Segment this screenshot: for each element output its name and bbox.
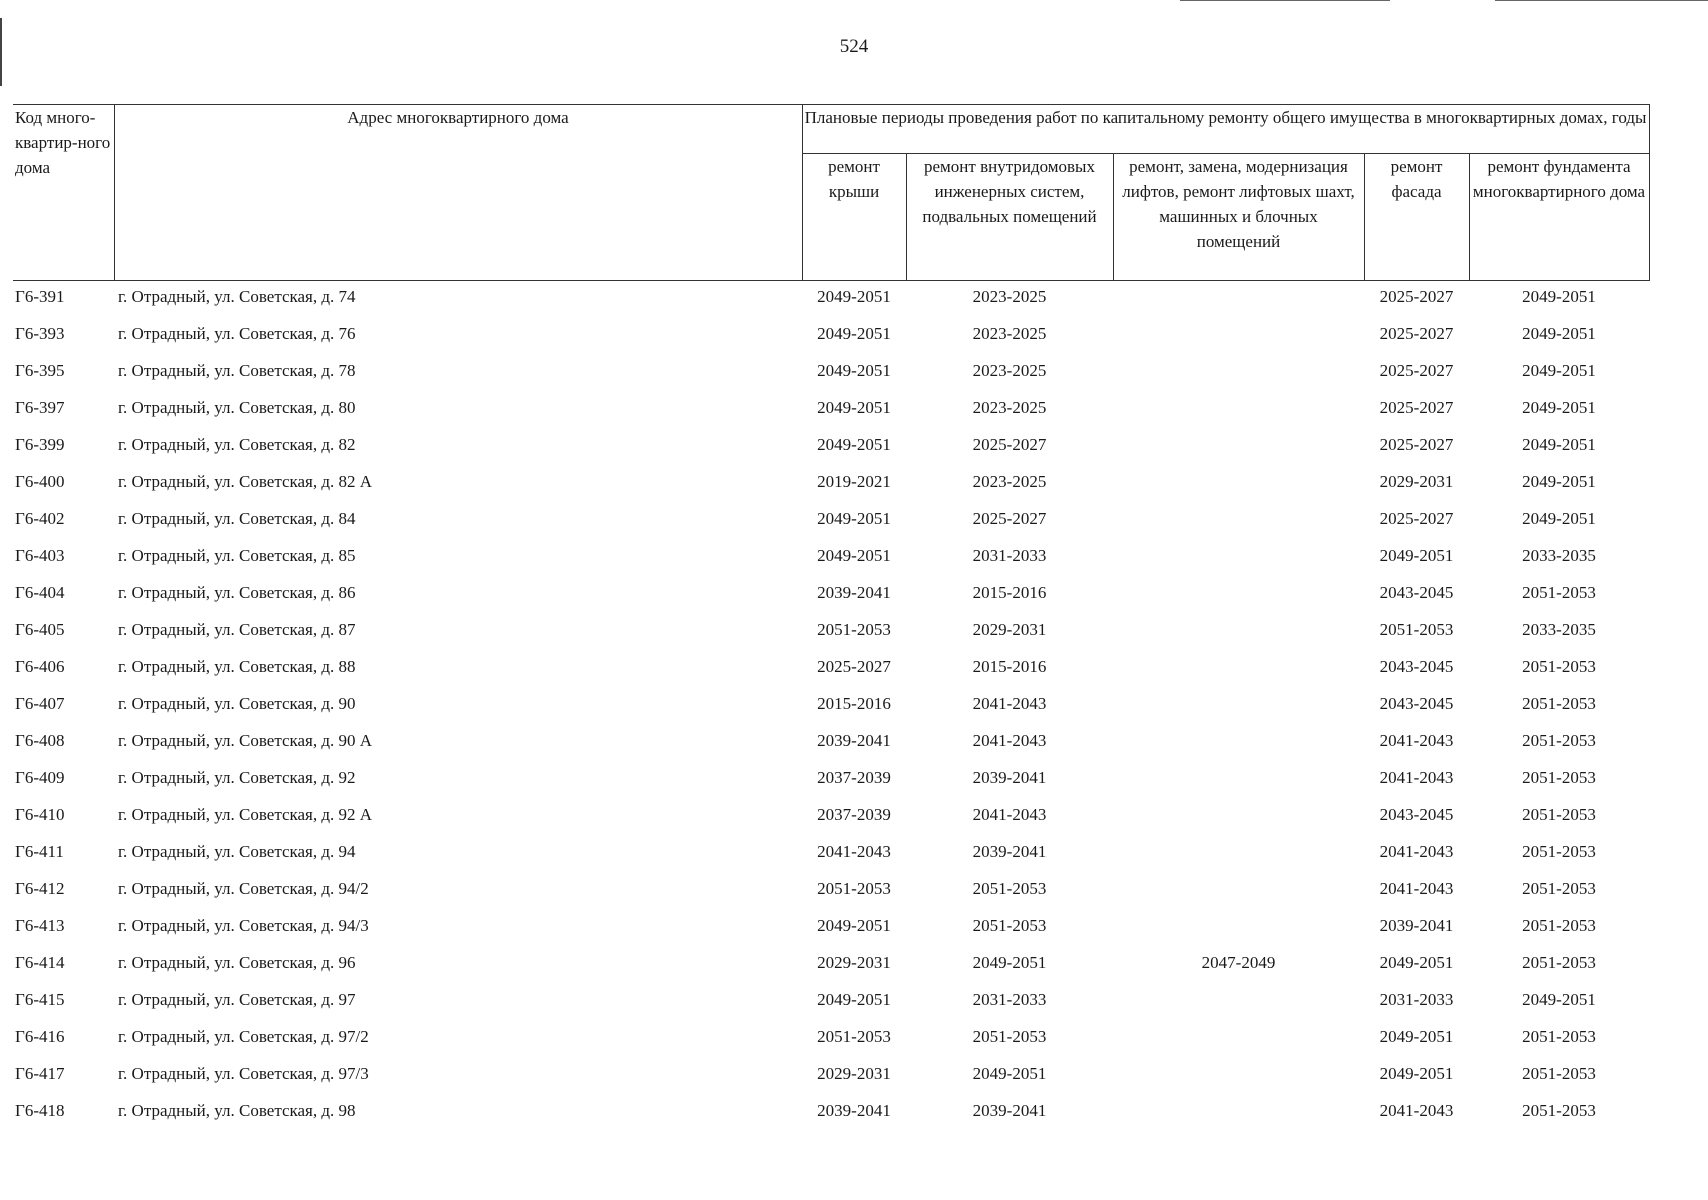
cell-facade: 2049-2051 [1379, 1027, 1454, 1046]
cell-roof: 2039-2041 [817, 583, 891, 602]
cell-systems: 2025-2027 [972, 435, 1047, 454]
cell-address: г. Отрадный, ул. Советская, д. 82 А [118, 472, 373, 491]
cell-roof: 2019-2021 [817, 472, 891, 491]
cell-foundation: 2051-2053 [1522, 953, 1596, 972]
scan-top-line [1495, 0, 1708, 1]
table-row [13, 947, 1649, 984]
table-row [13, 725, 1649, 762]
cell-elevators [1113, 392, 1364, 429]
cell-code: Г6-393 [15, 324, 65, 343]
cell-systems: 2023-2025 [972, 472, 1047, 491]
cell-code: Г6-406 [15, 657, 65, 676]
cell-foundation: 2051-2053 [1522, 842, 1596, 861]
cell-facade: 2029-2031 [1379, 472, 1454, 491]
cell-facade: 2051-2053 [1379, 620, 1454, 639]
cell-elevators [1113, 429, 1364, 466]
cell-roof: 2039-2041 [817, 731, 891, 750]
cell-address: г. Отрадный, ул. Советская, д. 86 [118, 583, 356, 602]
cell-elevators [1113, 1095, 1364, 1132]
table-row [13, 910, 1649, 947]
cell-elevators [1113, 651, 1364, 688]
cell-elevators [1113, 984, 1364, 1021]
cell-roof: 2041-2043 [817, 842, 891, 861]
cell-facade: 2039-2041 [1379, 916, 1454, 935]
cell-roof: 2037-2039 [817, 805, 891, 824]
cell-elevators [1113, 1021, 1364, 1058]
cell-systems: 2015-2016 [972, 657, 1047, 676]
cell-foundation: 2033-2035 [1522, 546, 1596, 565]
table-row [13, 651, 1649, 688]
cell-code: Г6-408 [15, 731, 65, 750]
cell-code: Г6-391 [15, 287, 65, 306]
cell-facade: 2043-2045 [1379, 583, 1454, 602]
cell-roof: 2049-2051 [817, 509, 891, 528]
cell-address: г. Отрадный, ул. Советская, д. 94 [118, 842, 356, 861]
cell-roof: 2051-2053 [817, 879, 891, 898]
cell-elevators [1113, 466, 1364, 503]
table-row [13, 503, 1649, 540]
cell-systems: 2039-2041 [972, 1101, 1047, 1120]
cell-facade: 2025-2027 [1379, 287, 1454, 306]
cell-roof: 2029-2031 [817, 1064, 891, 1083]
header-systems: ремонт внутридомовых инженерных систем, подвальных помещений [906, 154, 1113, 281]
cell-facade: 2043-2045 [1379, 694, 1454, 713]
cell-roof: 2049-2051 [817, 324, 891, 343]
table-row [13, 614, 1649, 651]
cell-elevators [1113, 799, 1364, 836]
cell-elevators [1113, 762, 1364, 799]
cell-code: Г6-407 [15, 694, 65, 713]
cell-elevators [1113, 355, 1364, 392]
cell-roof: 2029-2031 [817, 953, 891, 972]
cell-elevators [1113, 318, 1364, 355]
table-row [13, 540, 1649, 577]
cell-code: Г6-405 [15, 620, 65, 639]
cell-roof: 2049-2051 [817, 361, 891, 380]
cell-address: г. Отрадный, ул. Советская, д. 92 А [118, 805, 373, 824]
cell-elevators [1113, 873, 1364, 910]
cell-foundation: 2033-2035 [1522, 620, 1596, 639]
cell-elevators [1113, 614, 1364, 651]
cell-address: г. Отрадный, ул. Советская, д. 84 [118, 509, 356, 528]
cell-foundation: 2049-2051 [1522, 509, 1596, 528]
header-periods-group: Плановые периоды проведения работ по капитальному ремонту общего имущества в многоквартирных домах, годы [802, 105, 1649, 154]
cell-facade: 2049-2051 [1379, 1064, 1454, 1083]
cell-systems: 2041-2043 [972, 694, 1047, 713]
cell-elevators [1113, 836, 1364, 873]
cell-roof: 2015-2016 [817, 694, 891, 713]
cell-address: г. Отрадный, ул. Советская, д. 97 [118, 990, 356, 1009]
cell-code: Г6-410 [15, 805, 65, 824]
cell-code: Г6-416 [15, 1027, 65, 1046]
cell-systems: 2039-2041 [972, 842, 1047, 861]
cell-code: Г6-403 [15, 546, 65, 565]
cell-code: Г6-395 [15, 361, 65, 380]
cell-elevators: 2047-2049 [1201, 953, 1276, 972]
cell-foundation: 2049-2051 [1522, 435, 1596, 454]
cell-code: Г6-411 [15, 842, 64, 861]
cell-facade: 2025-2027 [1379, 361, 1454, 380]
cell-foundation: 2049-2051 [1522, 990, 1596, 1009]
cell-roof: 2051-2053 [817, 1027, 891, 1046]
cell-elevators [1113, 725, 1364, 762]
cell-roof: 2049-2051 [817, 916, 891, 935]
cell-systems: 2023-2025 [972, 324, 1047, 343]
header-foundation: ремонт фундамента многоквартирного дома [1469, 154, 1649, 281]
cell-code: Г6-404 [15, 583, 65, 602]
scan-top-line [1180, 0, 1390, 1]
cell-foundation: 2051-2053 [1522, 731, 1596, 750]
cell-roof: 2037-2039 [817, 768, 891, 787]
cell-roof: 2049-2051 [817, 435, 891, 454]
table-row [13, 762, 1649, 799]
cell-address: г. Отрадный, ул. Советская, д. 90 [118, 694, 356, 713]
cell-facade: 2025-2027 [1379, 509, 1454, 528]
cell-facade: 2049-2051 [1379, 953, 1454, 972]
header-facade: ремонт фасада [1364, 154, 1469, 281]
cell-foundation: 2051-2053 [1522, 694, 1596, 713]
table-body [13, 281, 1649, 1133]
cell-code: Г6-402 [15, 509, 65, 528]
cell-facade: 2031-2033 [1379, 990, 1454, 1009]
cell-address: г. Отрадный, ул. Советская, д. 90 А [118, 731, 373, 750]
header-address: Адрес многоквартирного дома [114, 105, 802, 281]
cell-address: г. Отрадный, ул. Советская, д. 88 [118, 657, 356, 676]
cell-systems: 2015-2016 [972, 583, 1047, 602]
cell-facade: 2041-2043 [1379, 879, 1454, 898]
cell-address: г. Отрадный, ул. Советская, д. 94/3 [118, 916, 369, 935]
cell-code: Г6-414 [15, 953, 65, 972]
cell-code: Г6-397 [15, 398, 65, 417]
cell-systems: 2023-2025 [972, 398, 1047, 417]
cell-foundation: 2051-2053 [1522, 1064, 1596, 1083]
cell-roof: 2049-2051 [817, 990, 891, 1009]
cell-systems: 2023-2025 [972, 287, 1047, 306]
cell-code: Г6-413 [15, 916, 65, 935]
cell-code: Г6-400 [15, 472, 65, 491]
cell-address: г. Отрадный, ул. Советская, д. 94/2 [118, 879, 369, 898]
page-number: 524 [839, 36, 869, 57]
cell-roof: 2039-2041 [817, 1101, 891, 1120]
cell-foundation: 2049-2051 [1522, 472, 1596, 491]
table-row [13, 873, 1649, 910]
cell-roof: 2049-2051 [817, 398, 891, 417]
cell-facade: 2043-2045 [1379, 657, 1454, 676]
cell-systems: 2031-2033 [972, 990, 1047, 1009]
cell-address: г. Отрадный, ул. Советская, д. 85 [118, 546, 356, 565]
cell-systems: 2029-2031 [972, 620, 1047, 639]
table-row [13, 392, 1649, 429]
header-code: Код много-квартир-ного дома [13, 105, 114, 281]
cell-systems: 2041-2043 [972, 805, 1047, 824]
table-row [13, 318, 1649, 355]
cell-foundation: 2051-2053 [1522, 916, 1596, 935]
cell-code: Г6-399 [15, 435, 65, 454]
cell-elevators [1113, 688, 1364, 725]
cell-systems: 2025-2027 [972, 509, 1047, 528]
table-row [13, 429, 1649, 466]
cell-code: Г6-409 [15, 768, 65, 787]
cell-foundation: 2051-2053 [1522, 1101, 1596, 1120]
cell-address: г. Отрадный, ул. Советская, д. 97/2 [118, 1027, 369, 1046]
cell-code: Г6-418 [15, 1101, 65, 1120]
cell-facade: 2025-2027 [1379, 324, 1454, 343]
cell-address: г. Отрадный, ул. Советская, д. 74 [118, 287, 356, 306]
cell-systems: 2039-2041 [972, 768, 1047, 787]
cell-foundation: 2049-2051 [1522, 361, 1596, 380]
header-roof: ремонт крыши [802, 154, 906, 281]
cell-elevators [1113, 281, 1364, 319]
cell-facade: 2041-2043 [1379, 731, 1454, 750]
table-row [13, 466, 1649, 503]
table-row [13, 1021, 1649, 1058]
cell-address: г. Отрадный, ул. Советская, д. 98 [118, 1101, 356, 1120]
cell-foundation: 2051-2053 [1522, 805, 1596, 824]
cell-address: г. Отрадный, ул. Советская, д. 80 [118, 398, 356, 417]
cell-systems: 2051-2053 [972, 1027, 1047, 1046]
cell-systems: 2049-2051 [972, 1064, 1047, 1083]
cell-systems: 2041-2043 [972, 731, 1047, 750]
cell-foundation: 2051-2053 [1522, 879, 1596, 898]
cell-address: г. Отрадный, ул. Советская, д. 78 [118, 361, 356, 380]
repair-schedule-table [13, 104, 1650, 1132]
cell-facade: 2041-2043 [1379, 768, 1454, 787]
cell-roof: 2025-2027 [817, 657, 891, 676]
cell-foundation: 2049-2051 [1522, 324, 1596, 343]
table-row [13, 355, 1649, 392]
cell-address: г. Отрадный, ул. Советская, д. 92 [118, 768, 356, 787]
cell-address: г. Отрадный, ул. Советская, д. 96 [118, 953, 356, 972]
cell-elevators [1113, 577, 1364, 614]
cell-foundation: 2051-2053 [1522, 657, 1596, 676]
cell-facade: 2043-2045 [1379, 805, 1454, 824]
table-row [13, 984, 1649, 1021]
cell-roof: 2049-2051 [817, 546, 891, 565]
cell-elevators [1113, 910, 1364, 947]
table-row [13, 688, 1649, 725]
cell-elevators [1113, 540, 1364, 577]
cell-roof: 2049-2051 [817, 287, 891, 306]
table-row [13, 1058, 1649, 1095]
cell-foundation: 2049-2051 [1522, 287, 1596, 306]
table-row [13, 799, 1649, 836]
cell-systems: 2051-2053 [972, 879, 1047, 898]
cell-systems: 2031-2033 [972, 546, 1047, 565]
cell-elevators [1113, 1058, 1364, 1095]
cell-facade: 2041-2043 [1379, 1101, 1454, 1120]
cell-facade: 2049-2051 [1379, 546, 1454, 565]
cell-code: Г6-417 [15, 1064, 65, 1083]
cell-facade: 2025-2027 [1379, 398, 1454, 417]
cell-systems: 2051-2053 [972, 916, 1047, 935]
cell-address: г. Отрадный, ул. Советская, д. 82 [118, 435, 356, 454]
header-elevators: ремонт, замена, модернизация лифтов, ремонт лифтовых шахт, машинных и блочных помещений [1113, 154, 1364, 281]
cell-foundation: 2049-2051 [1522, 398, 1596, 417]
table-row [13, 836, 1649, 873]
cell-roof: 2051-2053 [817, 620, 891, 639]
cell-systems: 2049-2051 [972, 953, 1047, 972]
table-row [13, 281, 1649, 319]
cell-address: г. Отрадный, ул. Советская, д. 97/3 [118, 1064, 369, 1083]
cell-elevators [1113, 503, 1364, 540]
table-row [13, 577, 1649, 614]
cell-facade: 2025-2027 [1379, 435, 1454, 454]
cell-foundation: 2051-2053 [1522, 583, 1596, 602]
cell-address: г. Отрадный, ул. Советская, д. 87 [118, 620, 356, 639]
cell-address: г. Отрадный, ул. Советская, д. 76 [118, 324, 356, 343]
cell-systems: 2023-2025 [972, 361, 1047, 380]
cell-code: Г6-415 [15, 990, 65, 1009]
cell-foundation: 2051-2053 [1522, 1027, 1596, 1046]
cell-facade: 2041-2043 [1379, 842, 1454, 861]
table-row [13, 1095, 1649, 1132]
cell-foundation: 2051-2053 [1522, 768, 1596, 787]
cell-code: Г6-412 [15, 879, 65, 898]
